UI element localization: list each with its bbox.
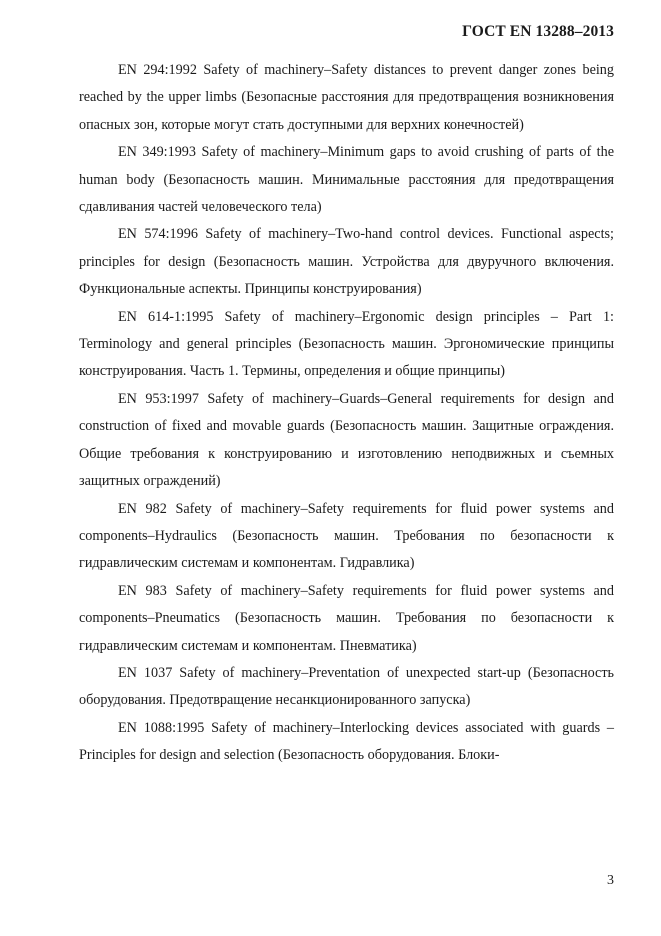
reference-en-1088: EN 1088:1995 Safety of machinery–Interlocking devices associated with guards – Principles for design and selection (Безопасность оборудования. Блоки- — [79, 719, 614, 764]
reference-en-953: EN 953:1997 Safety of machinery–Guards–General requirements for design and construction of fixed and movable guards (Безопасность машин. Защитные ограждения. Общие требования к конструированию и изготовлению неподвижных и съемных защитных ограждений) — [79, 390, 614, 490]
reference-en-614-1: EN 614-1:1995 Safety of machinery–Ergonomic design principles – Part 1: Terminology and general principles (Безопасность машин. Эргономические принципы конструирования. Часть 1. Термины, определения и общие принципы) — [79, 308, 614, 380]
reference-en-294: EN 294:1992 Safety of machinery–Safety distances to prevent danger zones being reached by the upper limbs (Безопасные расстояния для предотвращения возникновения опасных зон, которые могут стать доступными для верхних конечностей) — [79, 62, 614, 133]
references-list — [79, 57, 614, 770]
reference-en-982: EN 982 Safety of machinery–Safety requirements for fluid power systems and components–Hydraulics (Безопасность машин. Требования по безопасности к гидравлическим системам и компонентам. Гидравлика) — [79, 500, 614, 572]
page-number: 3 — [607, 873, 614, 888]
reference-en-983: EN 983 Safety of machinery–Safety requirements for fluid power systems and components–Pneumatics (Безопасность машин. Требования по безопасности к гидравлическим системам и компонентам. Пневматика) — [79, 582, 614, 654]
reference-en-349: EN 349:1993 Safety of machinery–Minimum gaps to avoid crushing of parts of the human body (Безопасность машин. Минимальные расстояния для предотвращения сдавливания частей человеческого тела) — [79, 144, 614, 216]
standard-header-title: ГОСТ EN 13288–2013 — [462, 23, 614, 40]
reference-en-574: EN 574:1996 Safety of machinery–Two-hand control devices. Functional aspects; principles for design (Безопасность машин. Устройства для двуручного включения. Функциональные аспекты. Принципы конструирования) — [79, 226, 614, 298]
reference-en-1037: EN 1037 Safety of machinery–Preventation of unexpected start-up (Безопасность оборудования. Предотвращение несанкционированного запуска) — [79, 664, 614, 709]
